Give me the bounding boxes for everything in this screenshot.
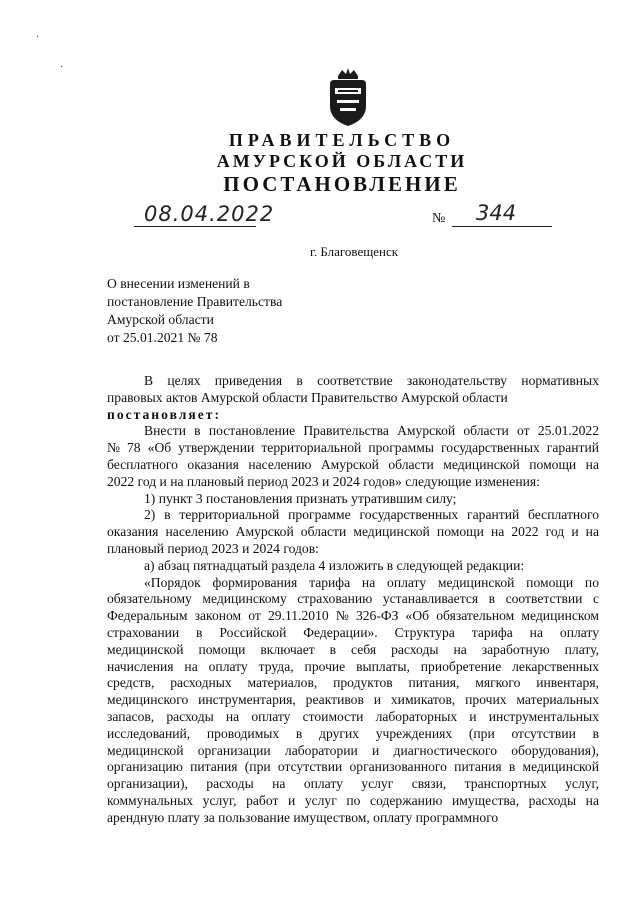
subject-block [107,275,367,347]
body-line: Внести в постановление Правительства Амурской области от 25.01.2022 [144,423,599,439]
date-underline [134,226,256,227]
body-line: медицинского инструментария, реактивов и химикатов, прочих материальных [107,692,599,708]
body-line: оказания населению Амурской области медицинской помощи на 2022 год и на [107,524,599,540]
body-line: коммунальных услуг, работ и услуг по содержанию имущества, расходы на [107,792,599,808]
body-line: организации), расходы на оплату услуг связи, транспортных услуг, [107,776,599,792]
body-line: медицинской помощи включает в себя расходы на заработную плату, [107,641,599,657]
body-line: запасов, расходы на оплату стоимости лабораторных и инструментальных [107,708,599,724]
body-line: арендную плату за пользование имуществом, оплату программного [107,809,499,825]
scan-speck: · [60,62,64,73]
body-line: 2022 год и на плановый период 2023 и 2024 годов» следующие изменения: [107,473,540,489]
body-line: средств, расходных материалов, продуктов питания, мягкого инвентаря, [107,675,599,691]
body-line: страховании в Российской Федерации». Структура тарифа на оплату [107,624,599,640]
body-line: № 78 «Об утверждении территориальной программы государственных гарантий [107,440,599,456]
subject-line: Амурской области [107,312,214,327]
body-line: бесплатного оказания населению Амурской области медицинской помощи на [107,456,599,472]
body-line: Федеральным законом от 29.11.2010 № 326-ФЗ «Об обязательном медицинском [107,608,599,624]
body-line: 2) в территориальной программе государственных гарантий бесплатного [144,507,599,523]
body-line: медицинской организации лаборатории и диагностического оборудования), [107,742,599,758]
resolves-keyword: постановляет: [107,406,221,422]
body-line: плановый период 2023 и 2024 годов: [107,540,319,556]
document-body [107,373,599,827]
number-underline [452,226,552,227]
subject-line: постановление Правительства [107,294,283,309]
body-line: 1) пункт 3 постановления признать утратившим силу; [144,490,457,506]
number-sign: № [432,211,446,226]
body-line: обязательному медицинскому страхованию устанавливается в соответствии с [107,591,599,607]
document-type-title: ПОСТАНОВЛЕНИЕ [223,172,461,196]
body-line: начисления на оплату труда, прочие выплаты, приобретение лекарственных [107,658,599,674]
handwritten-date: 08.04.2022 [144,202,275,226]
scan-speck: · [36,32,40,43]
body-line: а) абзац пятнадцатый раздела 4 изложить в следующей редакции: [144,557,525,573]
org-name-line2: АМУРСКОЙ ОБЛАСТИ [216,151,468,171]
body-line: «Порядок формирования тарифа на оплату медицинской помощи по [144,574,599,590]
body-line: исследований, проводимых в других учреждениях (при отсутствии в [107,725,599,741]
subject-line: О внесении изменений в [107,276,250,291]
city-name: г. Благовещенск [309,244,399,259]
handwritten-number: 344 [476,201,517,225]
body-line: правовых актов Амурской области Правительство Амурской области [107,389,508,405]
body-line: организацию питания (при отсутствии организованного питания в медицинской [107,759,599,775]
coat-of-arms-icon [324,66,372,128]
subject-line: от 25.01.2021 № 78 [107,330,218,345]
org-name-line1: ПРАВИТЕЛЬСТВО [228,130,456,150]
body-line: В целях приведения в соответствие законодательству нормативных [144,373,599,388]
